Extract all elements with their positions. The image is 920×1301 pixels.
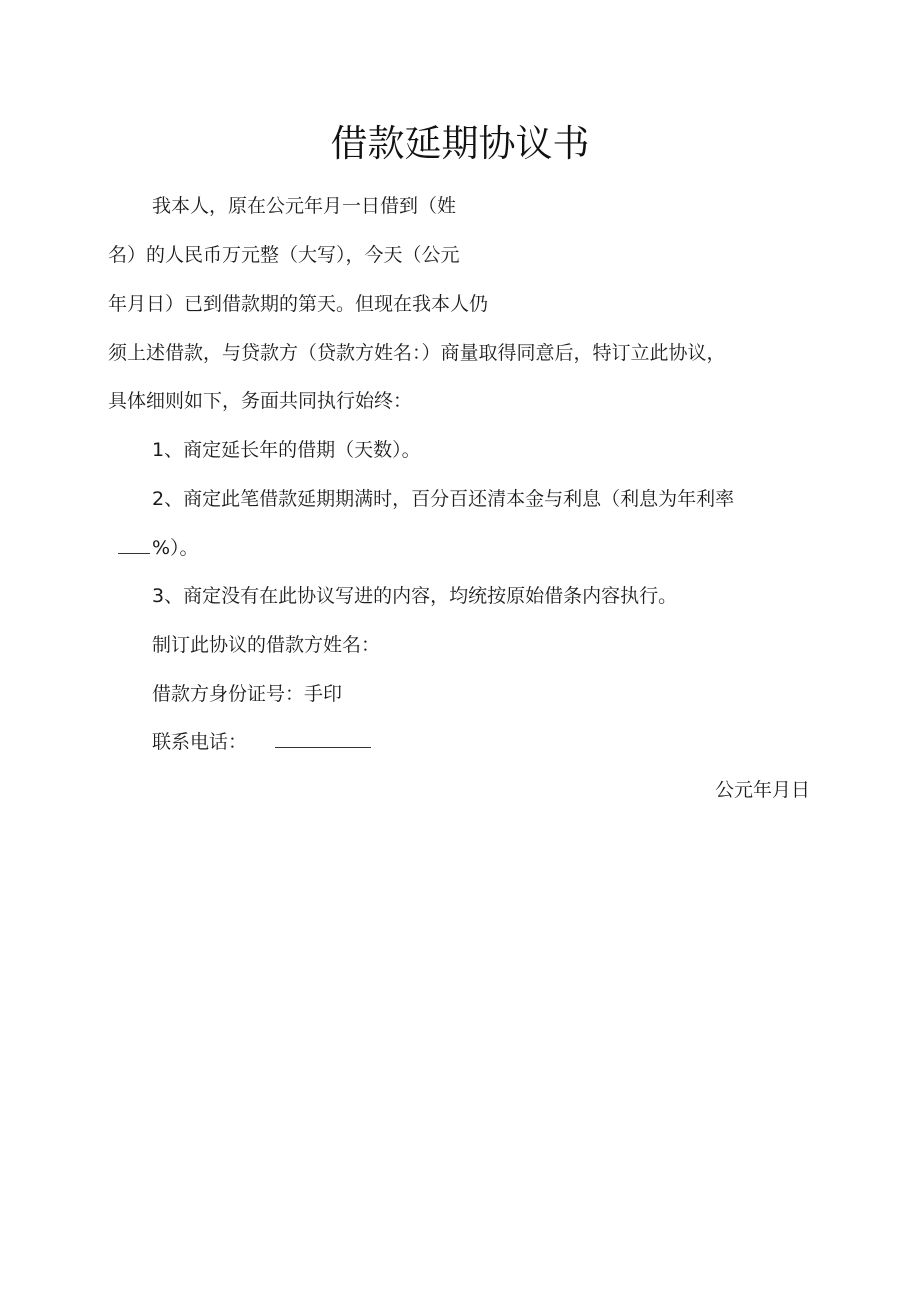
date-line: 公元年月日 [714, 779, 810, 801]
term-item-2-rate-suffix: %）。 [152, 537, 199, 559]
interest-rate-blank [118, 535, 150, 554]
document-title: 借款延期协议书 [330, 122, 590, 165]
phone-line [152, 727, 371, 757]
term-item-2-line1: 2、商定此笔借款延期期满时，百分百还清本金与利息（利息为年利率 [152, 488, 735, 510]
paragraph1-line3: 年月日）已到借款期的第天。但现在我本人仍 [108, 293, 489, 315]
borrower-id-label: 借款方身份证号：手印 [152, 683, 343, 705]
term-item-1: 1、商定延长年的借期（天数）。 [152, 439, 421, 461]
term-item-3: 3、商定没有在此协议写进的内容，均统按原始借条内容执行。 [152, 585, 678, 607]
borrower-name-label: 制订此协议的借款方姓名： [152, 634, 381, 656]
paragraph1-line5: 具体细则如下，务面共同执行始终： [108, 390, 413, 412]
term-item-2-line2 [118, 533, 199, 563]
paragraph1-line4: 须上述借款，与贷款方（贷款方姓名：）商量取得同意后，特订立此协议， [108, 342, 726, 364]
paragraph1-line1: 我本人，原在公元年月一日借到（姓 [152, 195, 457, 217]
paragraph1-line2: 名）的人民币万元整（大写），今天（公元 [108, 244, 460, 266]
phone-blank [275, 727, 371, 748]
phone-label: 联系电话： [152, 731, 248, 753]
